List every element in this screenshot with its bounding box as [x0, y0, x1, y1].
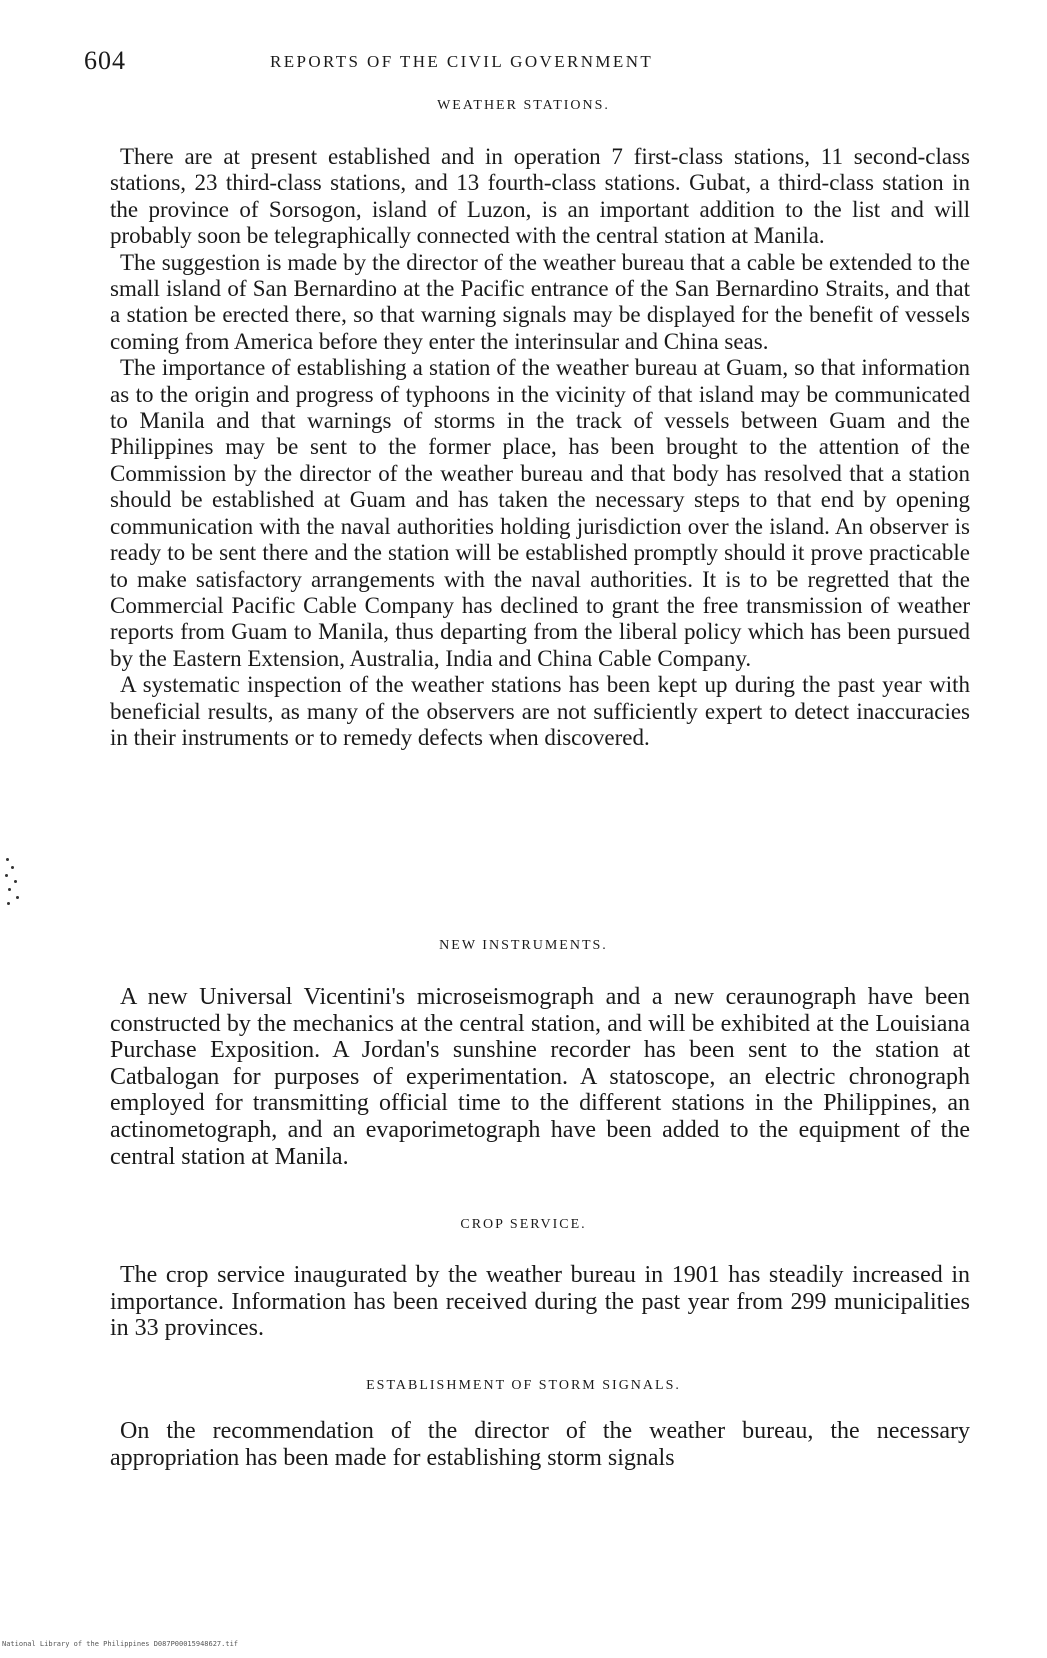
paragraph-guam-station: The importance of establishing a station of the weather bureau at Guam, so that information as to the origin and progress of typhoons in the vicinity of that island may be communicated to Manila and that warnings of storms in the track of vessels between Guam and the Philippines may be sent to the former place, has been brought to the attention of the Commission by the director of the weather bureau and that body has resolved that a station should be established at Guam and has taken the necessary steps to that end by opening communication with the naval authorities holding jurisdiction over the island. An observer is ready to be sent there and the station will be established promptly should it prove practicable to make satisfactory arrangements with the naval authorities. It is to be regretted that the Commercial Pacific Cable Company has declined to grant the free transmission of weather reports from Guam to Manila, thus departing from the liberal policy which has been pursued by the Eastern Extension, Australia, India and China Cable Company. [110, 355, 970, 671]
paragraph-crop-service: The crop service inaugurated by the weather bureau in 1901 has steadily increased in importance. Information has been received during the past year from 299 municipalities in 33 provinces. [110, 1262, 970, 1342]
running-title: REPORTS OF THE CIVIL GOVERNMENT [270, 52, 654, 71]
heading-crop-service: CROP SERVICE. [460, 1217, 587, 1232]
paragraph-station-inspection: A systematic inspection of the weather stations has been kept up during the past year with beneficial results, as many of the observers are not sufficiently expert to detect inaccuracies in their instruments or to remedy defects when discovered. [110, 672, 970, 750]
section-weather-stations [110, 144, 970, 751]
section-crop-service [110, 1262, 970, 1342]
paragraph-san-bernardino-cable: The suggestion is made by the director of the weather bureau that a cable be extended to the small island of San Bernardino at the Pacific entrance of the San Bernardino Straits, and that a station be erected there, so that warning signals may be displayed for the benefit of vessels coming from America before they enter the interinsular and China seas. [110, 249, 970, 354]
heading-storm-signals: ESTABLISHMENT OF STORM SIGNALS. [366, 1378, 681, 1393]
page-number: 604 [84, 46, 126, 75]
paragraph-station-counts: There are at present established and in operation 7 first-class stations, 11 second-class stations, 23 third-class stations, and 13 fourth-class stations. Gubat, a third-class station in the province of Sorsogon, island of Luzon, is an important addition to the list and will probably soon be telegraphically connected with the central station at Manila. [110, 144, 970, 249]
heading-new-instruments: NEW INSTRUMENTS. [439, 938, 608, 953]
paragraph-storm-signals: On the recommendation of the director of the weather bureau, the necessary appropriation has been made for establishing storm signals [110, 1418, 970, 1471]
paragraph-instruments: A new Universal Vicentini's microseismograph and a new ceraunograph have been constructed by the mechanics at the central station, and will be exhibited at the Louisiana Purchase Exposition. A Jordan's sunshine recorder has been sent to the station at Catbalogan for purposes of experimentation. A statoscope, an electric chronograph employed for transmitting official time to the different stations in the Philippines, an actinometograph, and an evaporimetograph have been added to the equipment of the central station at Manila. [110, 984, 970, 1170]
section-storm-signals [110, 1418, 970, 1471]
scan-footer-note: National Library of the Philippines D087P00015948627.tif [2, 1640, 239, 1648]
section-new-instruments [110, 984, 970, 1170]
heading-weather-stations: WEATHER STATIONS. [437, 98, 610, 113]
margin-speck-mark [2, 856, 22, 912]
